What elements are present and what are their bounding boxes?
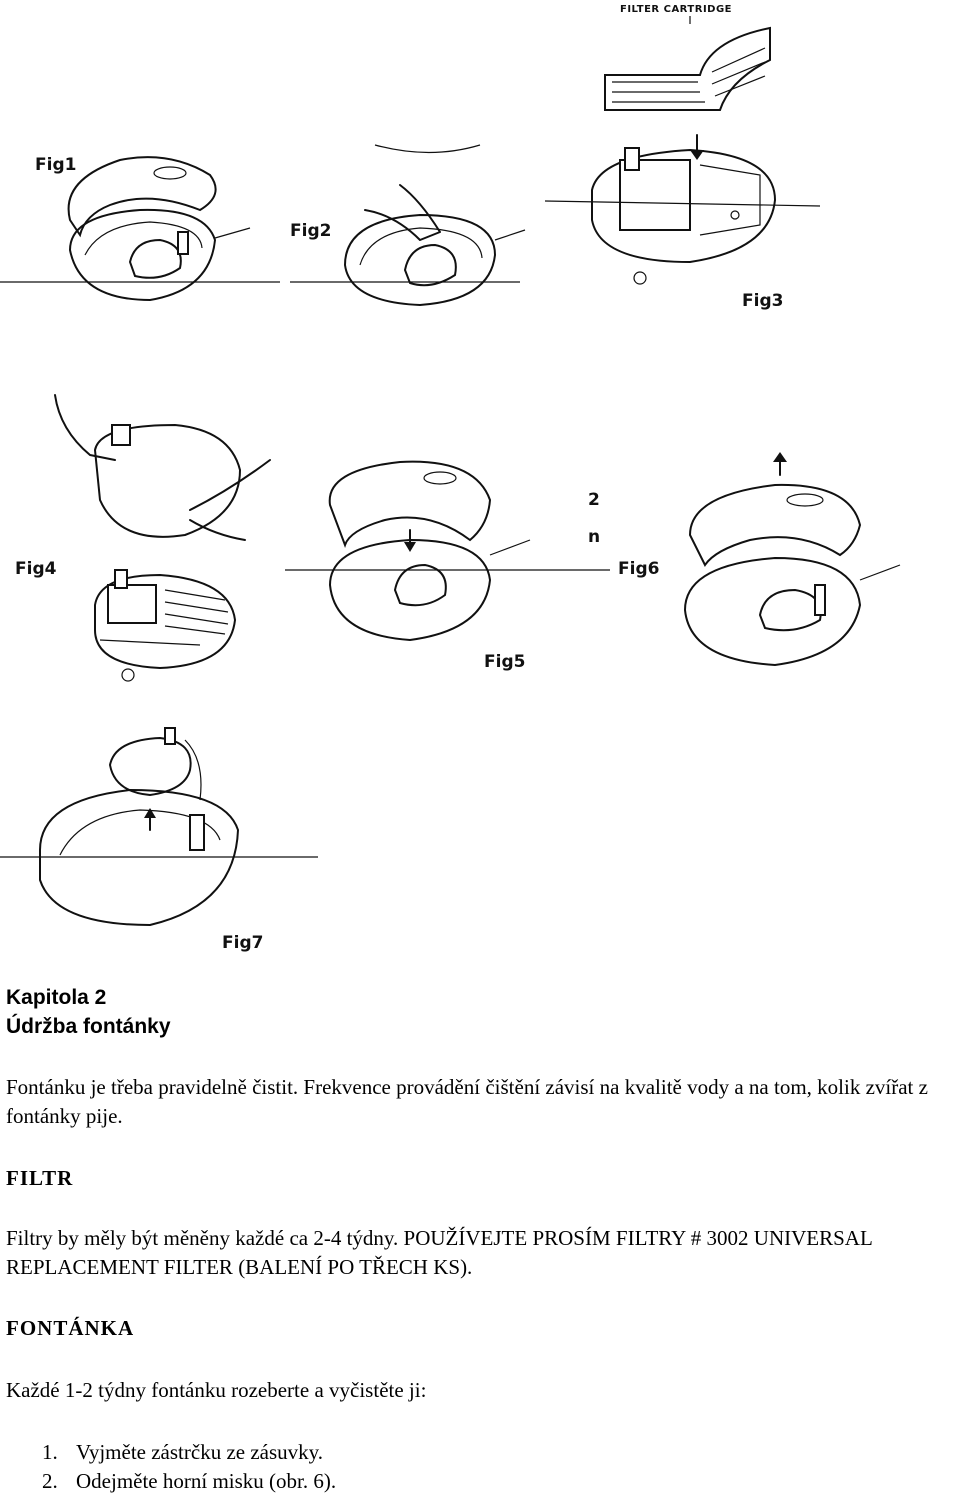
- chapter-heading: [6, 983, 960, 1041]
- fig4-label: Fig4: [15, 559, 57, 579]
- fountain-text-block: [6, 1376, 960, 1405]
- fig5-partial-a: 2: [588, 490, 600, 510]
- fig1-illustration: [0, 155, 280, 300]
- fig1-label: Fig1: [35, 155, 77, 175]
- chapter-title: Kapitola 2: [6, 986, 107, 1009]
- fig6-label: Fig6: [618, 559, 660, 579]
- fig3-label: Fig3: [742, 291, 784, 311]
- filter-text: Filtry by měly být měněny každé ca 2-4 týdny. POUŽÍVEJTE PROSÍM FILTRY # 3002 UNIVERSAL REPLACEMENT FILTER (BALENÍ PO TŘECH KS).: [6, 1226, 872, 1279]
- fountain-text: Každé 1-2 týdny fontánku rozeberte a vyčistěte ji:: [6, 1378, 427, 1402]
- maintenance-steps: [42, 1438, 336, 1496]
- fig7-label: Fig7: [222, 933, 264, 953]
- fig7-illustration: [0, 728, 318, 953]
- step-text: Odejměte horní misku (obr. 6).: [76, 1469, 337, 1493]
- step-number: 2.: [42, 1469, 58, 1493]
- fig6-illustration: [618, 452, 900, 665]
- chapter-subtitle: Údržba fontánky: [6, 1015, 171, 1038]
- step-number: 1.: [42, 1440, 58, 1464]
- fig5-illustration: [285, 462, 610, 672]
- filter-cartridge-label: FILTER CARTRIDGE: [620, 4, 733, 15]
- filter-section: [6, 1164, 960, 1193]
- step-text: Vyjměte zástrčku ze zásuvky.: [76, 1440, 324, 1464]
- fig5-label: Fig5: [484, 652, 526, 672]
- fountain-heading: FONTÁNKA: [6, 1316, 135, 1340]
- fig3-illustration: [545, 4, 820, 311]
- fig4-illustration: [15, 395, 270, 681]
- intro-paragraph-block: [6, 1073, 956, 1131]
- list-item: [42, 1438, 336, 1467]
- filter-text-block: [6, 1224, 956, 1282]
- list-item: [42, 1467, 336, 1496]
- fig2-label: Fig2: [290, 221, 332, 241]
- filter-heading: FILTR: [6, 1166, 74, 1190]
- intro-paragraph: Fontánku je třeba pravidelně čistit. Frekvence provádění čištění závisí na kvalitě vody a na tom, kolik zvířat z fontánky pije.: [6, 1075, 928, 1128]
- fountain-section: [6, 1314, 960, 1343]
- fig2-illustration: [290, 145, 525, 305]
- fig5-partial-b: n: [588, 527, 601, 547]
